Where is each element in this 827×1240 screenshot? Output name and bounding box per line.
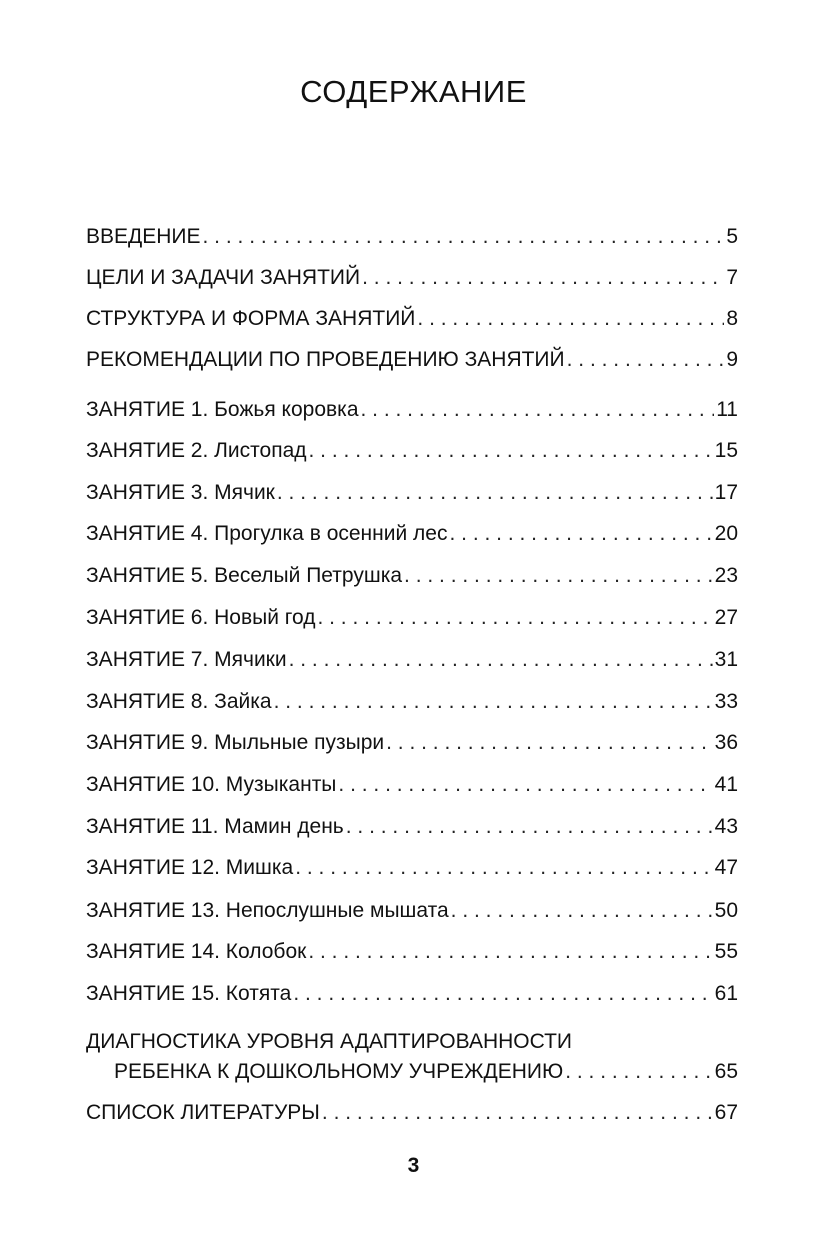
- dot-leader: [308, 937, 712, 967]
- toc-entry-lesson-2: [86, 436, 738, 466]
- dot-leader: [295, 853, 712, 883]
- toc-entry-lesson-5: [86, 561, 738, 591]
- toc-entry-label: ЗАНЯТИЕ 11. Мамин день: [86, 815, 344, 838]
- toc-entry-page: 50: [714, 899, 738, 922]
- toc-entry-page: 61: [714, 982, 738, 1005]
- toc-entry-page: 55: [714, 940, 738, 963]
- toc-entry-page: 43: [714, 815, 738, 838]
- page-title: СОДЕРЖАНИЕ: [300, 74, 527, 109]
- toc-entry-structure: [86, 304, 738, 334]
- page-number: 3: [407, 1154, 420, 1177]
- toc-entry-page: 11: [716, 398, 738, 421]
- toc-entry-label: ЗАНЯТИЕ 1. Божья коровка: [86, 398, 359, 421]
- toc-entry-diagnostics: [114, 1057, 738, 1087]
- dot-leader: [346, 812, 713, 842]
- toc-entry-page: 23: [714, 564, 738, 587]
- toc-entry-label: ЗАНЯТИЕ 13. Непослушные мышата: [86, 899, 449, 922]
- dot-leader: [277, 478, 713, 508]
- dot-leader: [451, 896, 713, 926]
- toc-entry-label: ВВЕДЕНИЕ: [86, 225, 201, 248]
- toc-entry-lesson-3: [86, 478, 738, 508]
- toc-entry-label: ЦЕЛИ И ЗАДАЧИ ЗАНЯТИЙ: [86, 266, 361, 289]
- toc-entry-page: 9: [726, 348, 738, 371]
- toc-entry-page: 20: [714, 522, 738, 545]
- toc-entry-label: РЕБЕНКА К ДОШКОЛЬНОМУ УЧРЕЖДЕНИЮ: [114, 1060, 564, 1083]
- toc-entry-bibliography: [86, 1098, 738, 1128]
- toc-entry-label: ЗАНЯТИЕ 3. Мячик: [86, 481, 275, 504]
- toc-entry-introduction: [86, 222, 738, 252]
- toc-entry-lesson-8: [86, 687, 738, 717]
- toc-entry-label: ЗАНЯТИЕ 15. Котята: [86, 982, 292, 1005]
- toc-entry-lesson-14: [86, 937, 738, 967]
- toc-entry-page: 47: [714, 856, 738, 879]
- toc-entry-lesson-10: [86, 770, 738, 800]
- toc-entry-diagnostics-line1: ДИАГНОСТИКА УРОВНЯ АДАПТИРОВАННОСТИ: [86, 1030, 573, 1053]
- dot-leader: [567, 345, 725, 375]
- toc-entry-lesson-15: [86, 979, 738, 1009]
- toc-entry-label: ЗАНЯТИЕ 4. Прогулка в осенний лес: [86, 522, 448, 545]
- toc-entry-lesson-13: [86, 896, 738, 926]
- toc-entry-label: ЗАНЯТИЕ 14. Колобок: [86, 940, 307, 963]
- toc-entry-goals: [86, 263, 738, 293]
- dot-leader: [362, 263, 724, 293]
- toc-entry-page: 8: [726, 307, 738, 330]
- dot-leader: [417, 304, 724, 334]
- toc-entry-label: РЕКОМЕНДАЦИИ ПО ПРОВЕДЕНИЮ ЗАНЯТИЙ: [86, 348, 565, 371]
- dot-leader: [317, 603, 712, 633]
- toc-entry-recommendations: [86, 345, 738, 375]
- toc-entry-page: 7: [726, 266, 738, 289]
- dot-leader: [309, 436, 713, 466]
- dot-leader: [361, 395, 715, 425]
- toc-entry-label: ЗАНЯТИЕ 12. Мишка: [86, 856, 294, 879]
- toc-entry-lesson-7: [86, 645, 738, 675]
- dot-leader: [404, 561, 713, 591]
- toc-entry-label: ЗАНЯТИЕ 9. Мыльные пузыри: [86, 731, 385, 754]
- toc-entry-lesson-4: [86, 519, 738, 549]
- dot-leader: [338, 770, 712, 800]
- toc-entry-page: 36: [714, 731, 738, 754]
- toc-entry-lesson-9: [86, 728, 738, 758]
- toc-entry-label: ЗАНЯТИЕ 6. Новый год: [86, 606, 316, 629]
- dot-leader: [274, 687, 713, 717]
- toc-entry-page: 17: [714, 481, 738, 504]
- toc-entry-lesson-6: [86, 603, 738, 633]
- dot-leader: [322, 1098, 713, 1128]
- toc-entry-page: 67: [714, 1101, 738, 1124]
- toc-entry-page: 27: [714, 606, 738, 629]
- toc-entry-label: ЗАНЯТИЕ 7. Мячики: [86, 648, 287, 671]
- dot-leader: [293, 979, 712, 1009]
- dot-leader: [565, 1057, 712, 1087]
- dot-leader: [386, 728, 713, 758]
- toc-entry-page: 65: [714, 1060, 738, 1083]
- toc-entry-page: 5: [726, 225, 738, 248]
- toc-entry-page: 33: [714, 690, 738, 713]
- toc-entry-page: 41: [714, 773, 738, 796]
- dot-leader: [289, 645, 713, 675]
- toc-entry-lesson-12: [86, 853, 738, 883]
- dot-leader: [203, 222, 725, 252]
- toc-entry-label: ЗАНЯТИЕ 5. Веселый Петрушка: [86, 564, 403, 587]
- toc-entry-label: ЗАНЯТИЕ 10. Музыканты: [86, 773, 337, 796]
- toc-entry-lesson-1: [86, 395, 738, 425]
- toc-entry-label: ЗАНЯТИЕ 8. Зайка: [86, 690, 272, 713]
- toc-entry-lesson-11: [86, 812, 738, 842]
- toc-entry-label: ЗАНЯТИЕ 2. Листопад: [86, 439, 307, 462]
- toc-entry-page: 15: [714, 439, 738, 462]
- toc-entry-label: СПИСОК ЛИТЕРАТУРЫ: [86, 1101, 320, 1124]
- toc-entry-page: 31: [714, 648, 738, 671]
- dot-leader: [449, 519, 712, 549]
- toc-entry-label: СТРУКТУРА И ФОРМА ЗАНЯТИЙ: [86, 307, 416, 330]
